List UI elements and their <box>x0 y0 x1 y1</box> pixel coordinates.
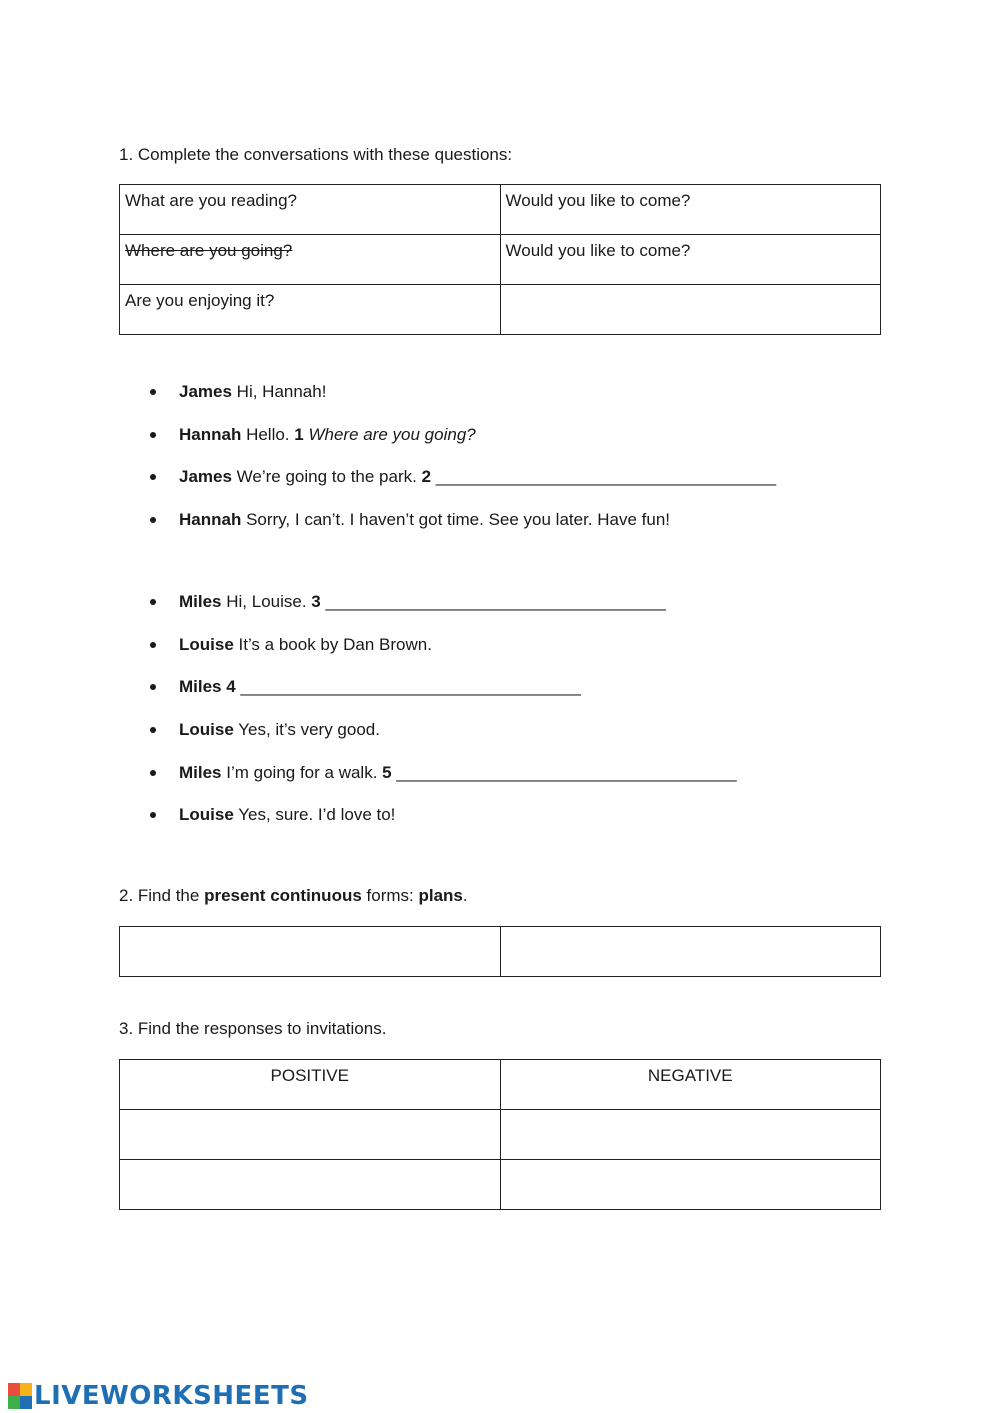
heading-text: forms: <box>361 886 419 905</box>
speaker-name: Miles <box>179 677 222 697</box>
heading-emphasis: plans <box>418 886 463 905</box>
question-number: 3 <box>311 592 321 611</box>
heading-emphasis: present continuous <box>204 886 362 905</box>
list-item <box>150 591 737 634</box>
question-number: 2 <box>421 467 432 487</box>
logo-text: LIVEWORKSHEETS <box>34 1381 309 1411</box>
dialog-2 <box>150 591 737 847</box>
responses-table <box>119 1059 881 1210</box>
question-cell: Would you like to come? <box>500 235 881 285</box>
example-answer: Where are you going? <box>303 424 476 444</box>
heading-text: . <box>462 886 468 905</box>
plans-table <box>119 926 881 977</box>
answer-cell[interactable] <box>120 1110 501 1160</box>
answer-blank[interactable]: ____________________________________ <box>431 467 777 487</box>
logo-block <box>8 1383 20 1396</box>
line-text: I’m going for a walk. <box>221 762 383 782</box>
section2-heading <box>119 886 468 906</box>
line-text: Sorry, I can’t. I haven’t got time. See you later. Have fun! <box>241 510 671 530</box>
bullet-icon <box>150 474 156 480</box>
bullet-icon <box>150 599 156 605</box>
line-text: Hi, Louise. <box>221 592 312 611</box>
speaker-name: Miles <box>179 592 222 611</box>
speaker-name: Louise <box>179 805 234 825</box>
section1-heading: 1. Complete the conversations with these questions: <box>119 145 513 164</box>
answer-cell[interactable] <box>120 927 501 977</box>
list-item <box>150 509 776 552</box>
line-text: Hi, Hannah! <box>231 382 327 401</box>
list-item <box>150 676 737 719</box>
bullet-icon <box>150 812 156 818</box>
speaker-name: Hannah <box>179 424 242 444</box>
question-cell-used: Where are you going? <box>120 235 501 285</box>
question-cell: Are you enjoying it? <box>120 285 501 335</box>
list-item <box>150 424 776 467</box>
liveworksheets-logo <box>8 1381 309 1411</box>
speaker-name: Louise <box>179 720 234 740</box>
speaker-name: James <box>179 467 232 487</box>
line-text: Hello. <box>241 424 295 444</box>
dialog-1 <box>150 381 776 552</box>
logo-block <box>8 1396 20 1409</box>
list-item <box>150 762 737 805</box>
question-cell: What are you reading? <box>120 185 501 235</box>
section3-heading: 3. Find the responses to invitations. <box>119 1019 387 1038</box>
list-item <box>150 804 737 847</box>
speaker-name: James <box>179 382 232 401</box>
question-number: 4 <box>226 677 236 697</box>
answer-blank[interactable]: ____________________________________ <box>235 677 581 697</box>
list-item <box>150 634 737 677</box>
bullet-icon <box>150 770 156 776</box>
answer-cell[interactable] <box>500 1110 881 1160</box>
answer-cell[interactable] <box>500 1160 881 1210</box>
list-item <box>150 719 737 762</box>
list-item <box>150 466 776 509</box>
bullet-icon <box>150 432 156 438</box>
question-number: 1 <box>294 424 304 444</box>
line-text: Yes, sure. I’d love to! <box>233 805 396 825</box>
answer-blank[interactable]: ____________________________________ <box>320 592 666 611</box>
answer-cell[interactable] <box>500 927 881 977</box>
bullet-icon <box>150 642 156 648</box>
bullet-icon <box>150 517 156 523</box>
questions-table <box>119 184 881 335</box>
speaker-name: Hannah <box>179 510 242 530</box>
answer-cell[interactable] <box>120 1160 501 1210</box>
positive-column-header: POSITIVE <box>120 1060 501 1110</box>
line-text: We’re going to the park. <box>231 467 422 487</box>
list-item <box>150 381 776 424</box>
question-cell: Would you like to come? <box>500 185 881 235</box>
logo-block <box>20 1396 32 1409</box>
bullet-icon <box>150 684 156 690</box>
logo-block <box>20 1383 32 1396</box>
line-text: It’s a book by Dan Brown. <box>233 634 432 654</box>
answer-blank[interactable]: ____________________________________ <box>391 762 737 782</box>
negative-column-header: NEGATIVE <box>500 1060 881 1110</box>
question-number: 5 <box>382 762 392 782</box>
logo-blocks-icon <box>8 1383 32 1409</box>
bullet-icon <box>150 389 156 395</box>
bullet-icon <box>150 727 156 733</box>
line-text: Yes, it’s very good. <box>233 720 380 740</box>
heading-text: 2. Find the <box>119 886 205 905</box>
speaker-name: Miles <box>179 762 222 782</box>
question-cell-empty <box>500 285 881 335</box>
speaker-name: Louise <box>179 634 234 654</box>
